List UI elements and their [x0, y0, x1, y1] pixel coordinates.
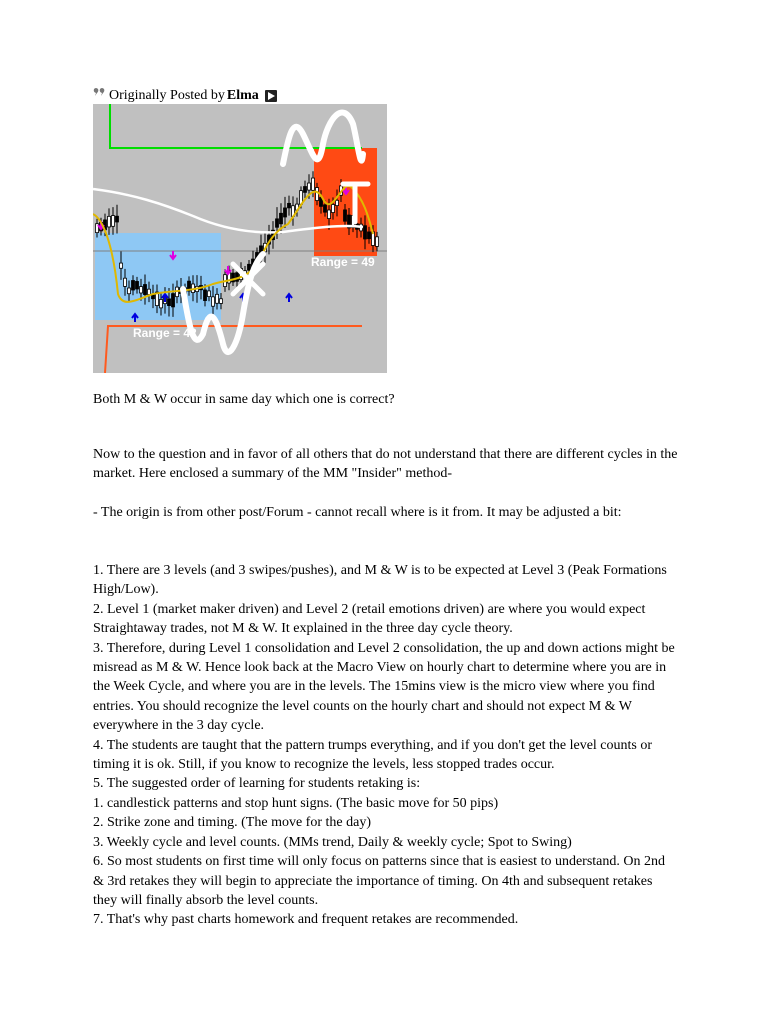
candle-body: [364, 226, 367, 239]
candle-body: [148, 289, 151, 294]
candle-body: [112, 216, 115, 227]
candle-body: [284, 208, 287, 217]
list-item: 5. The suggested order of learning for students retaking is:: [93, 776, 421, 792]
candle-body: [376, 237, 379, 247]
candle-body: [128, 288, 131, 294]
candle-body: [212, 297, 215, 306]
candle-body: [368, 232, 371, 239]
candle-body: [304, 187, 307, 193]
candle-body: [328, 210, 331, 219]
candle-body: [288, 203, 291, 208]
candle-body: [140, 287, 143, 293]
candle-body: [308, 183, 311, 190]
quote-icon: [93, 87, 107, 105]
candle-body: [124, 278, 127, 286]
candle-body: [344, 210, 347, 221]
quote-author: Elma: [226, 88, 259, 103]
question-text: Both M & W occur in same day which one is correct?: [93, 392, 395, 407]
list-item: 3. Therefore, during Level 1 consolidation and Level 2 consolidation, the up and down actions might be misread as M & W. Hence look back at the Macro View on hourly chart to determine where you are in the Week Cycle, and where you are in the levels. The 15mins view is the micro view where you find entries. You should recognize the level counts on the hourly chart and should not expect M & W everywhere in the 3 day cycle.: [93, 640, 675, 734]
candle-body: [204, 290, 207, 301]
candle-body: [144, 285, 147, 295]
list-item: 4. The students are taught that the pattern trumps everything, and if you don't get the level counts or timing it is ok. Still, if you know to recognize the levels, less stopped trades occur.: [93, 737, 653, 773]
range-left-label: Range = 42: [133, 326, 197, 340]
list-item: 1. candlestick patterns and stop hunt signs. (The basic move for 50 pips): [93, 795, 499, 811]
view-post-icon[interactable]: [265, 90, 277, 102]
candle-body: [168, 299, 171, 306]
candle-body: [120, 263, 123, 268]
candle-body: [116, 216, 119, 222]
blue-range-box: [95, 233, 221, 320]
candle-body: [220, 299, 223, 304]
candle-body: [132, 281, 135, 290]
list-item: 3. Weekly cycle and level counts. (MMs trend, Daily & weekly cycle; Spot to Swing): [93, 834, 572, 850]
candle-body: [336, 200, 339, 205]
list-item: 6. So most students on first time will only focus on patterns since that is easiest to understand. On 2nd & 3rd retakes they will begin to appreciate the importance of timing. On 4th and subsequent retakes they will finally absorb the level counts.: [93, 854, 665, 908]
candle-body: [208, 291, 211, 297]
quote-prefix: Originally Posted by: [109, 88, 225, 103]
method-list: [93, 561, 678, 930]
quote-header: [93, 87, 277, 105]
candle-body: [108, 216, 111, 227]
candle-body: [160, 299, 163, 307]
candle-body: [332, 204, 335, 212]
red-range-box: [314, 148, 377, 256]
candle-body: [248, 264, 251, 270]
candle-body: [276, 219, 279, 227]
range-right-label: Range = 49: [311, 255, 375, 269]
origin-text: - The origin is from other post/Forum - cannot recall where is it from. It may be adjusted a bit:: [93, 505, 622, 520]
chart-image-svg: [93, 104, 387, 373]
list-item: 7. That's why past charts homework and frequent retakes are recommended.: [93, 912, 519, 928]
chart-image: [93, 104, 387, 373]
list-item: 1. There are 3 levels (and 3 swipes/pushes), and M & W is to be expected at Level 3 (Peak Formations High/Low).: [93, 563, 667, 598]
candle-body: [136, 281, 139, 289]
candle-body: [280, 213, 283, 224]
candle-body: [324, 205, 327, 212]
intro-text: Now to the question and in favor of all others that do not understand that there are different cycles in the market. Here enclosed a summary of the MM "Insider" method-: [93, 447, 678, 482]
candle-body: [316, 188, 319, 201]
list-item: 2. Level 1 (market maker driven) and Level 2 (retail emotions driven) are where you would expect Straightaway trades, not M & W. It explained in the three day cycle theory.: [93, 601, 646, 637]
candle-body: [216, 294, 219, 303]
candle-body: [172, 294, 175, 307]
list-item: 2. Strike zone and timing. (The move for the day): [93, 815, 371, 831]
candle-body: [312, 178, 315, 190]
